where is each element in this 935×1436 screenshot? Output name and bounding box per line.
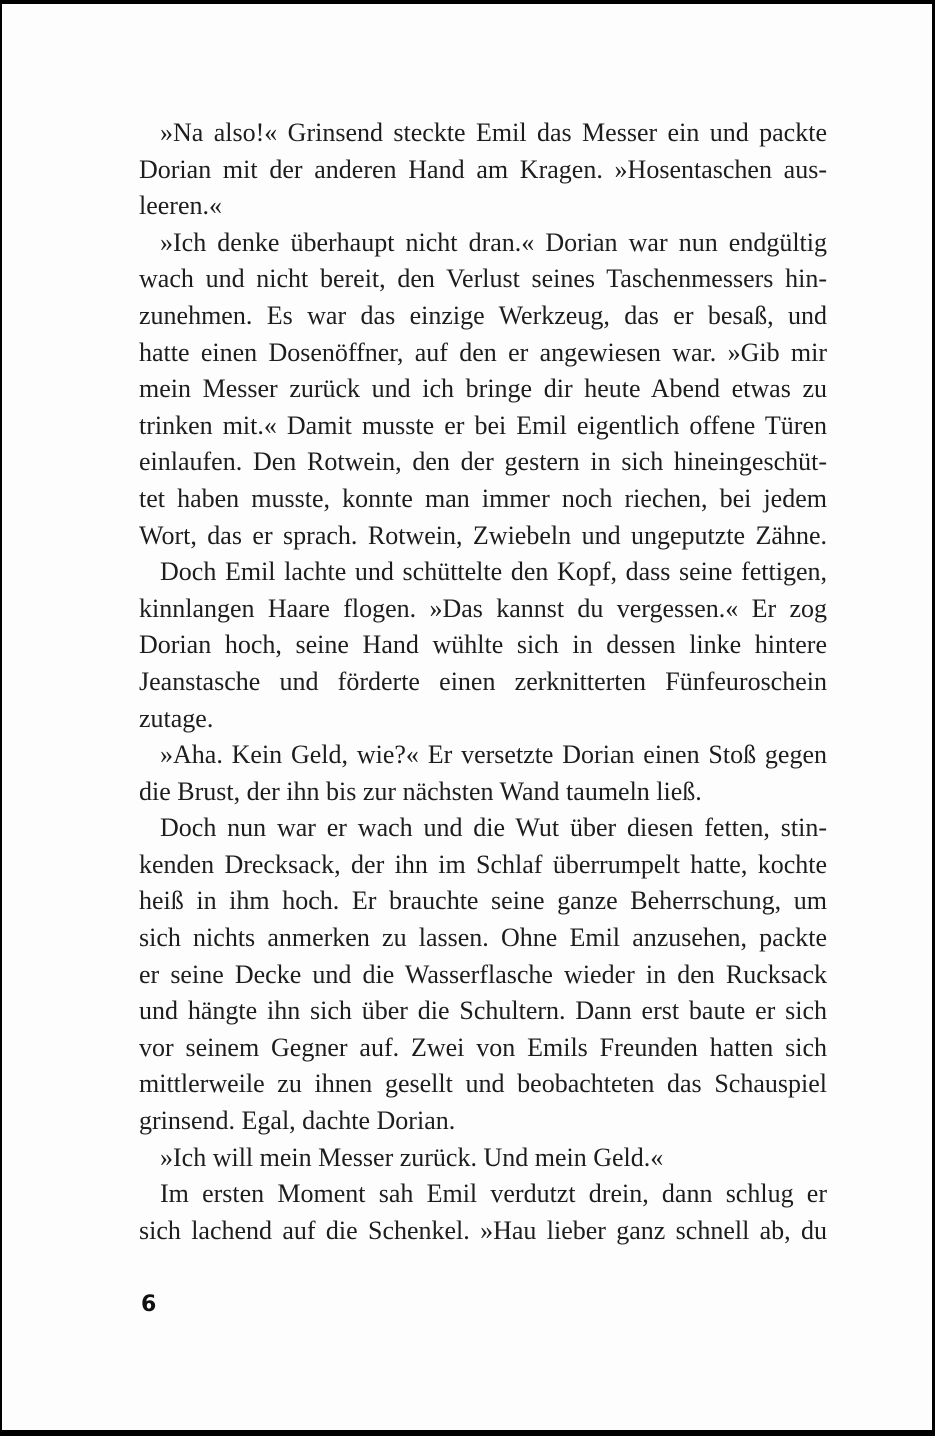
paragraph — [139, 810, 827, 1139]
text-line: er seine Decke und die Wasserflasche wieder in den Rucksack — [139, 959, 827, 989]
text-line: Doch Emil lachte und schüttelte den Kopf, dass seine fettigen, — [160, 557, 827, 587]
paragraph — [139, 1176, 827, 1249]
text-line: wach und nicht bereit, den Verlust seines Taschenmessers hin- — [139, 264, 827, 294]
text-line: kinnlangen Haare flogen. »Das kannst du vergessen.« Er zog — [139, 593, 827, 623]
text-line: mein Messer zurück und ich bringe dir heute Abend etwas zu — [139, 374, 827, 404]
text-line: einlaufen. Den Rotwein, den der gestern in sich hineingeschüt- — [139, 447, 827, 477]
text-line: grinsend. Egal, dachte Dorian. — [139, 1106, 456, 1136]
text-line: »Na also!« Grinsend steckte Emil das Messer ein und packte — [160, 118, 827, 147]
paragraph — [139, 1140, 827, 1177]
text-line: »Ich will mein Messer zurück. Und mein Geld.« — [160, 1142, 664, 1172]
text-line: Dorian mit der anderen Hand am Kragen. »Hosentaschen aus- — [139, 154, 827, 184]
text-line: tet haben musste, konnte man immer noch riechen, bei jedem — [139, 483, 827, 513]
text-line: leeren.« — [139, 191, 223, 221]
paragraph — [139, 554, 827, 737]
text-line: zunehmen. Es war das einzige Werkzeug, das er besaß, und — [139, 300, 827, 330]
text-line: »Ich denke überhaupt nicht dran.« Dorian war nun endgültig — [160, 227, 827, 257]
page-number: 6 — [141, 1292, 157, 1317]
text-line: sich lachend auf die Schenkel. »Hau lieber ganz schnell ab, du — [139, 1215, 827, 1245]
text-line: Wort, das er sprach. Rotwein, Zwiebeln und ungeputzte Zähne. — [139, 520, 827, 550]
paragraph — [139, 225, 827, 554]
paragraph — [139, 115, 827, 225]
text-line: Im ersten Moment sah Emil verdutzt drein, dann schlug er — [160, 1179, 827, 1209]
text-line: zutage. — [139, 703, 214, 733]
text-line: mittlerweile zu ihnen gesellt und beobachteten das Schauspiel — [139, 1069, 827, 1099]
text-line: Doch nun war er wach und die Wut über diesen fetten, stin- — [160, 813, 827, 843]
text-line: sich nichts anmerken zu lassen. Ohne Emil anzusehen, packte — [139, 923, 827, 953]
text-line: Jeanstasche und förderte einen zerknitterten Fünfeuroschein — [139, 666, 827, 696]
text-line: die Brust, der ihn bis zur nächsten Wand taumeln ließ. — [139, 776, 702, 806]
text-line: und hängte ihn sich über die Schultern. Dann erst baute er sich — [139, 996, 827, 1026]
text-line: heiß in ihm hoch. Er brauchte seine ganze Beherrschung, um — [139, 886, 827, 916]
text-line: vor seinem Gegner auf. Zwei von Emils Freunden hatten sich — [139, 1032, 827, 1062]
page-text — [139, 115, 827, 1249]
text-line: trinken mit.« Damit musste er bei Emil eigentlich offene Türen — [139, 410, 827, 440]
paragraph — [139, 737, 827, 810]
text-line: kenden Drecksack, der ihn im Schlaf überrumpelt hatte, kochte — [139, 849, 827, 879]
text-line: Dorian hoch, seine Hand wühlte sich in dessen linke hintere — [139, 630, 827, 660]
text-line: »Aha. Kein Geld, wie?« Er versetzte Dorian einen Stoß gegen — [160, 740, 827, 770]
text-line: hatte einen Dosenöffner, auf den er angewiesen war. »Gib mir — [139, 337, 827, 367]
